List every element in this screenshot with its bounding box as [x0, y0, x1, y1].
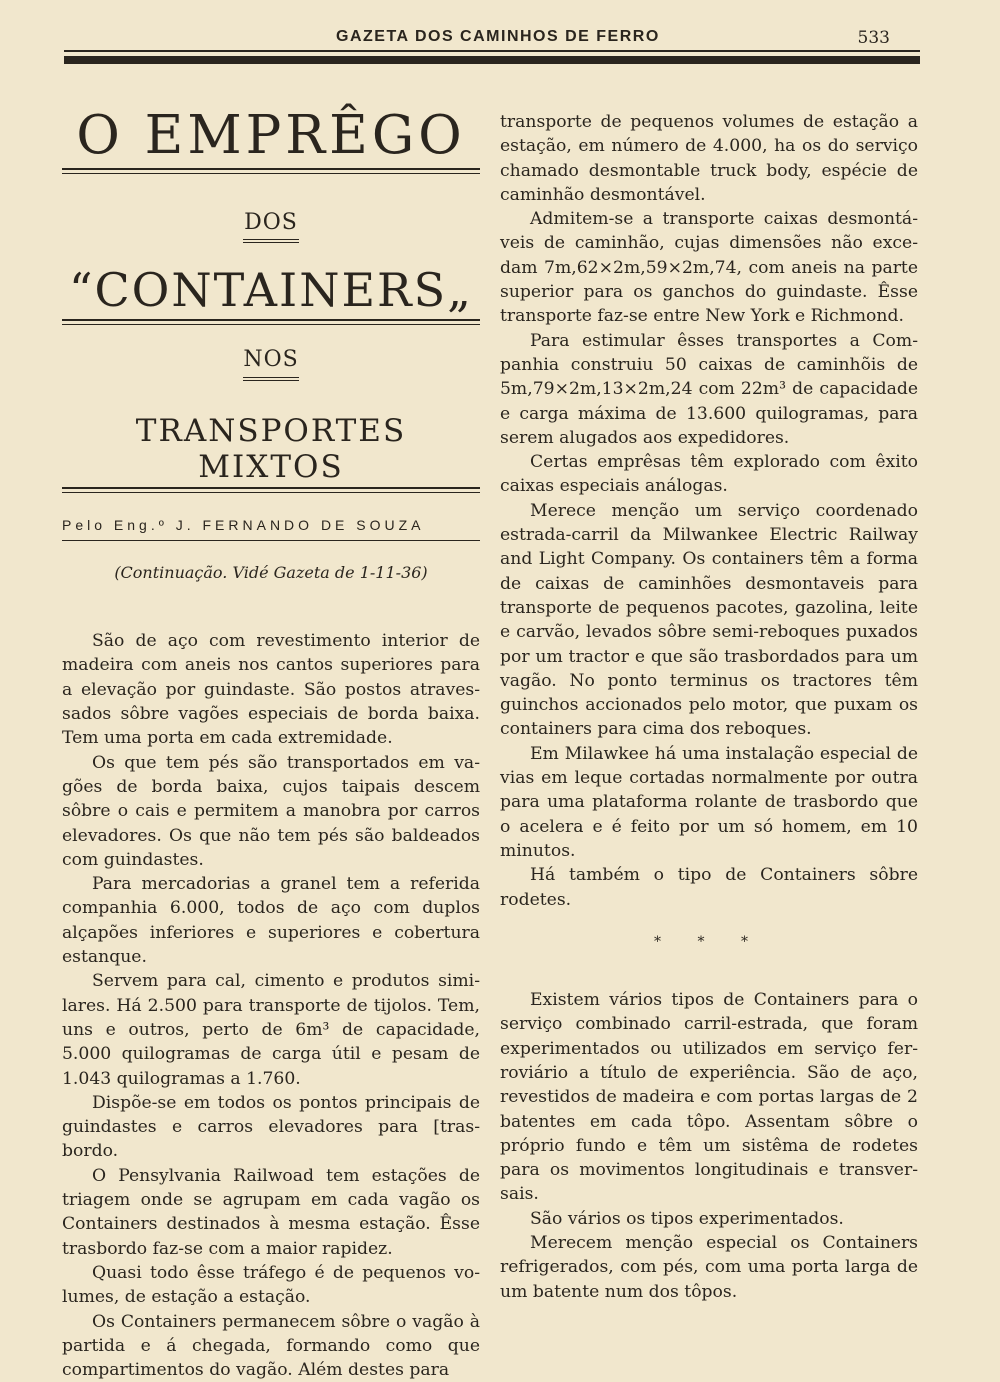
header-rule-thick — [64, 56, 920, 64]
nos-rule — [243, 377, 299, 381]
paragraph: Os Containers permanecem sôbre o vagão à partida e á chegada, formando como que compartimentos do vagão. Além destes para — [62, 1310, 480, 1382]
right-column — [500, 110, 918, 1304]
paragraph: São de aço com revestimento interior de madeira com aneis nos cantos superiores para a elevação por guindaste. São postos atravessados sôbre vagões especiais de borda baixa. Tem uma porta em cada extremidade. — [62, 629, 480, 750]
header-rule-thin — [64, 50, 920, 52]
article-title-dos: DOS — [244, 210, 298, 236]
paragraph: O Pensylvania Railwoad tem estações de triagem onde se agrupam em cada vagão os Containers destinados à mesma estação. Êsse trasbordo faz-se com a maior rapidez. — [62, 1164, 480, 1261]
paragraph: Dispõe-se em todos os pontos principais de guindastes e carros elevadores para [trasbordo. — [62, 1091, 480, 1164]
dos-rule — [243, 239, 299, 243]
left-column — [62, 100, 480, 1382]
article-title-line1: O EMPRÊGO — [62, 106, 480, 166]
byline-rule — [62, 540, 480, 541]
article-title-block — [62, 106, 480, 585]
paragraph: Em Milawkee há uma instalação especial de vias em leque cortadas normalmente por outra para uma plataforma rolante de trasbordo que o acelera e é feito por um só homem, em 10 minutos. — [500, 742, 918, 863]
paragraph: Merecem menção especial os Containers refrigerados, com pés, com uma porta larga de um batente num dos tôpos. — [500, 1231, 918, 1304]
title-rule-3 — [62, 487, 480, 493]
paragraph: Os que tem pés são transportados em vagões de borda baixa, cujos taipais descem sôbre o cais e permitem a manobra por carros elevadores. Os que não tem pés são baldeados com guindastes. — [62, 751, 480, 872]
paragraph: Merece menção um serviço coordenado estrada-carril da Milwankee Electric Railway and Light Company. Os containers têm a forma de caixas de caminhões desmontaveis para transporte de pequenos pacotes, gazolina, leite e carvão, levados sôbre semi-reboques puxados por um tractor e que são trasbordados para um vagão. No ponto terminus os tractores têm guinchos accionados pelo motor, que puxam os containers para cima dos reboques. — [500, 499, 918, 742]
paragraph: Para estimular êsses transportes a Companhia construiu 50 caixas de caminhõis de 5m,79×2m,13×2m,24 com 22m³ de capacidade e carga máxima de 13.600 quilogramas, para serem alugados aos expedidores. — [500, 329, 918, 450]
section-separator: * * * — [500, 930, 918, 954]
paragraph: Certas emprêsas têm explorado com êxito caixas especiais análogas. — [500, 450, 918, 499]
article-title-line2: “CONTAINERS„ — [62, 263, 480, 317]
paragraph: Servem para cal, cimento e produtos similares. Há 2.500 para transporte de tijolos. Tem, uns e outros, perto de 6m³ de capacidade, 5.000 quilogramas de carga útil e pesam de 1.043 quilogramas a 1.760. — [62, 969, 480, 1090]
article-title-nos: NOS — [243, 347, 298, 373]
byline: Pelo Eng.º J. FERNANDO DE SOUZA — [62, 513, 480, 537]
page-number: 533 — [858, 28, 890, 48]
paragraph: Admitem-se a transporte caixas desmontáveis de caminhão, cujas dimensões não excedam 7m,62×2m,59×2m,74, com aneis na parte superior para os ganchos do guindaste. Êsse transporte faz-se entre New York e Richmond. — [500, 207, 918, 328]
running-header — [64, 28, 920, 50]
journal-title: GAZETA DOS CAMINHOS DE FERRO — [336, 28, 660, 46]
article-title-line3: TRANSPORTES MIXTOS — [62, 413, 480, 485]
paragraph: Para mercadorias a granel tem a referida companhia 6.000, todos de aço com duplos alçapões inferiores e superiores e cobertura estanque. — [62, 872, 480, 969]
paragraph: Há também o tipo de Containers sôbre rodetes. — [500, 863, 918, 912]
paragraph: Quasi todo êsse tráfego é de pequenos volumes, de estação a estação. — [62, 1261, 480, 1310]
paragraph: São vários os tipos experimentados. — [500, 1207, 918, 1231]
continuation-note: (Continuação. Vidé Gazeta de 1-11-36) — [62, 561, 480, 585]
paragraph: transporte de pequenos volumes de estação a estação, em número de 4.000, ha os do serviço chamado desmontable truck body, espécie de caminhão desmontável. — [500, 110, 918, 207]
paragraph: Existem vários tipos de Containers para o serviço combinado carril-estrada, que foram experimentados ou utilizados em serviço ferroviário a título de experiência. São de aço, revestidos de madeira e com portas largas de 2 batentes em cada tôpo. Assentam sôbre o próprio fundo e têm um sistêma de rodetes para os movimentos longitudinais e transversais. — [500, 988, 918, 1207]
